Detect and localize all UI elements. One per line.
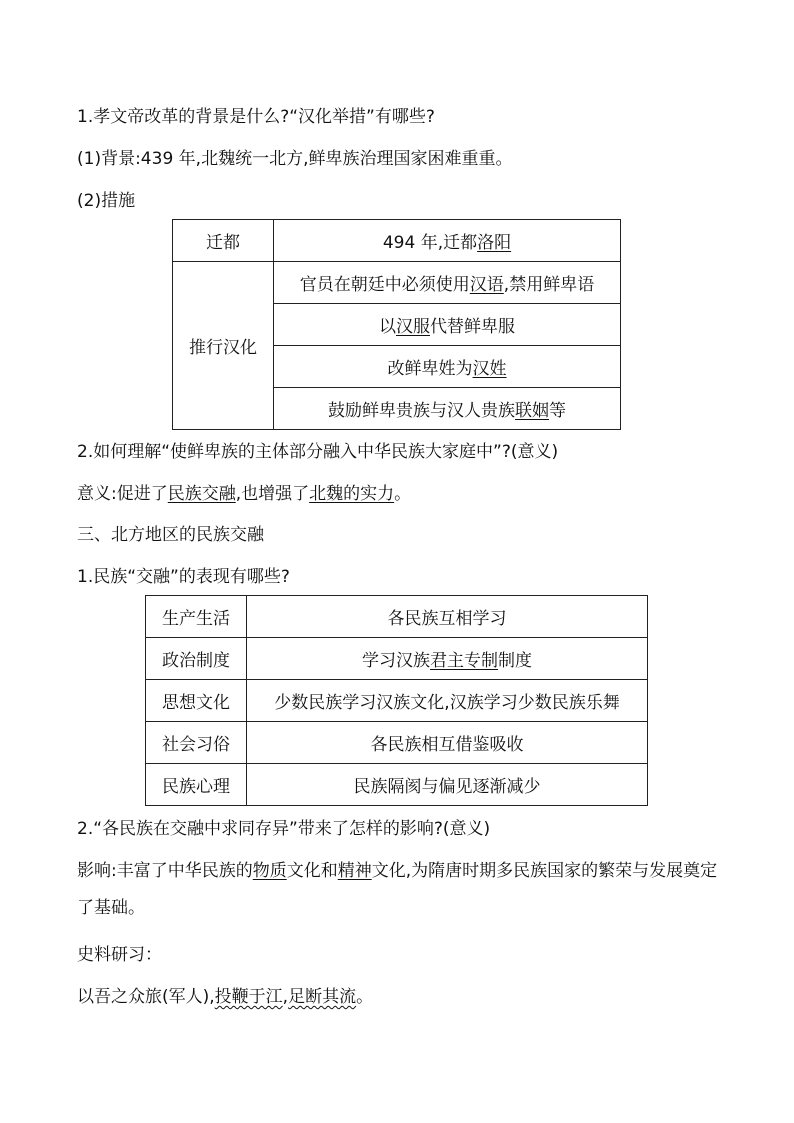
measures-label: (2)措施 (77, 191, 136, 211)
row-value: 民族隔阂与偏见逐渐减少 (247, 764, 648, 806)
row-value: 以汉服代替鲜卑服 (274, 304, 621, 346)
section-heading: 三、北方地区的民族交融 (77, 525, 264, 545)
question-4: 2.“各民族在交融中求同存异”带来了怎样的影响?(意义) (77, 819, 491, 839)
row-value: 少数民族学习汉族文化,汉族学习少数民族乐舞 (247, 680, 648, 722)
row-key: 迁都 (173, 220, 274, 262)
table-row (146, 596, 648, 638)
table-row (146, 722, 648, 764)
question-2: 2.如何理解“使鲜卑族的主体部分融入中华民族大家庭中”?(意义) (77, 442, 559, 462)
row-value: 官员在朝廷中必须使用汉语,禁用鲜卑语 (274, 262, 621, 304)
row-key: 思想文化 (146, 680, 247, 722)
source-quote: 以吾之众旅(军人),投鞭于江,足断其流。 (77, 987, 374, 1007)
row-value: 学习汉族君主专制制度 (247, 638, 648, 680)
influence-text: 影响:丰富了中华民族的物质文化和精神文化,为隋唐时期多民族国家的繁荣与发展奠定了基础。 (77, 861, 718, 918)
table-row (146, 680, 648, 722)
row-value: 鼓励鲜卑贵族与汉人贵族联姻等 (274, 388, 621, 430)
row-key: 民族心理 (146, 764, 247, 806)
row-key: 政治制度 (146, 638, 247, 680)
row-key: 推行汉化 (173, 262, 274, 430)
table-row (146, 764, 648, 806)
fusion-table (145, 595, 648, 806)
background-text: (1)背景:439 年,北魏统一北方,鲜卑族治理国家困难重重。 (77, 149, 513, 169)
question-1: 1.孝文帝改革的背景是什么?“汉化举措”有哪些? (77, 107, 435, 127)
row-value: 改鲜卑姓为汉姓 (274, 346, 621, 388)
source-study-label: 史料研习： (77, 945, 162, 965)
row-value: 494 年,迁都洛阳 (274, 220, 621, 262)
meaning-text: 意义:促进了民族交融,也增强了北魏的实力。 (77, 484, 412, 504)
row-key: 生产生活 (146, 596, 247, 638)
question-3: 1.民族“交融”的表现有哪些? (77, 567, 290, 587)
reform-measures-table (172, 219, 621, 430)
row-value: 各民族相互借鉴吸收 (247, 722, 648, 764)
table-row (146, 638, 648, 680)
row-key: 社会习俗 (146, 722, 247, 764)
table-row (173, 220, 621, 262)
table-row (173, 262, 621, 304)
row-value: 各民族互相学习 (247, 596, 648, 638)
